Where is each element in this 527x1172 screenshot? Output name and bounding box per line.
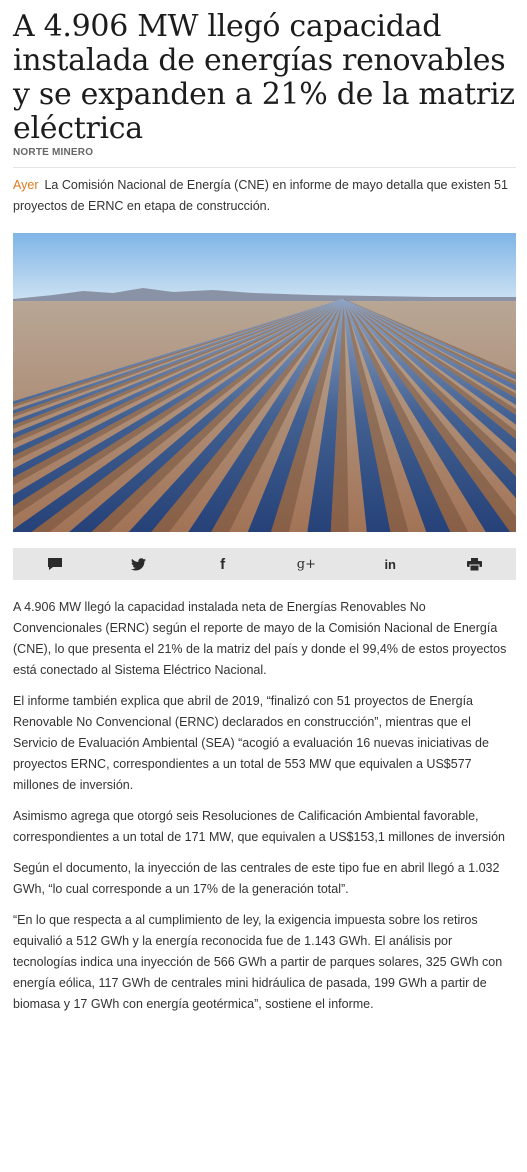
article-date: Ayer: [13, 178, 39, 192]
comment-icon: [47, 557, 63, 571]
share-bar: [13, 548, 516, 580]
paragraph: “En lo que respecta a al cumplimiento de ley, la exigencia impuesta sobre los retiros equivalió a 512 GWh y la energía reconocida fue de 1.143 GWh. El análisis por tecnologías indica una inyección de 566 GWh a partir de parques solares, 325 GWh con energía eólica, 117 GWh de centrales mini hidráulica de pasada, 199 GWh a partir de biomasa y 17 GWh con energía geotérmica”, sostiene el informe.: [13, 913, 503, 1011]
google-plus-share-button[interactable]: [264, 548, 348, 580]
article-lead: [13, 175, 516, 217]
article-source[interactable]: NORTE MINERO: [13, 147, 94, 158]
article-title: A 4.906 MW llegó capacidad instalada de energías renovables y se expanden a 21% de la matriz eléctrica: [13, 9, 515, 146]
print-icon: [467, 558, 482, 571]
twitter-icon: [131, 558, 146, 571]
lead-text: La Comisión Nacional de Energía (CNE) en informe de mayo detalla que existen 51 proyectos de ERNC en etapa de construcción.: [13, 178, 508, 213]
print-button[interactable]: [432, 548, 516, 580]
hero-image: [13, 233, 516, 532]
paragraph: El informe también explica que abril de 2019, “finalizó con 51 proyectos de Energía Renovable No Convencional (ERNC) declarados en construcción”, mientras que el Servicio de Evaluación Ambiental (SEA) “acogió a evaluación 16 nuevas iniciativas de proyectos ERNC, correspondientes a un total de 553 MW que equivalen a US$577 millones de inversión.: [13, 694, 489, 792]
paragraph: Asimismo agrega que otorgó seis Resoluciones de Calificación Ambiental favorable, correspondientes a un total de 171 MW, que equivalen a US$153,1 millones de inversión: [13, 809, 505, 844]
facebook-share-button[interactable]: [181, 548, 265, 580]
facebook-icon: f: [220, 555, 226, 573]
paragraph: Según el documento, la inyección de las centrales de este tipo fue en abril llegó a 1.032 GWh, “lo cual corresponde a un 17% de la generación total”.: [13, 861, 500, 896]
google-plus-icon: g+: [296, 556, 316, 572]
paragraph: A 4.906 MW llegó la capacidad instalada neta de Energías Renovables No Convencionales (ERNC) según el reporte de mayo de la Comisión Nacional de Energía (CNE), lo que presenta el 21% de la matriz del país y donde el 99,4% de estos proyectos está conectado al Sistema Eléctrico Nacional.: [13, 600, 507, 677]
article-body: [13, 597, 516, 1025]
linkedin-share-button[interactable]: [348, 548, 432, 580]
solar-farm-photo: [13, 233, 516, 532]
divider: [13, 167, 516, 168]
linkedin-icon: in: [384, 556, 396, 572]
twitter-share-button[interactable]: [97, 548, 181, 580]
comment-button[interactable]: [13, 548, 97, 580]
